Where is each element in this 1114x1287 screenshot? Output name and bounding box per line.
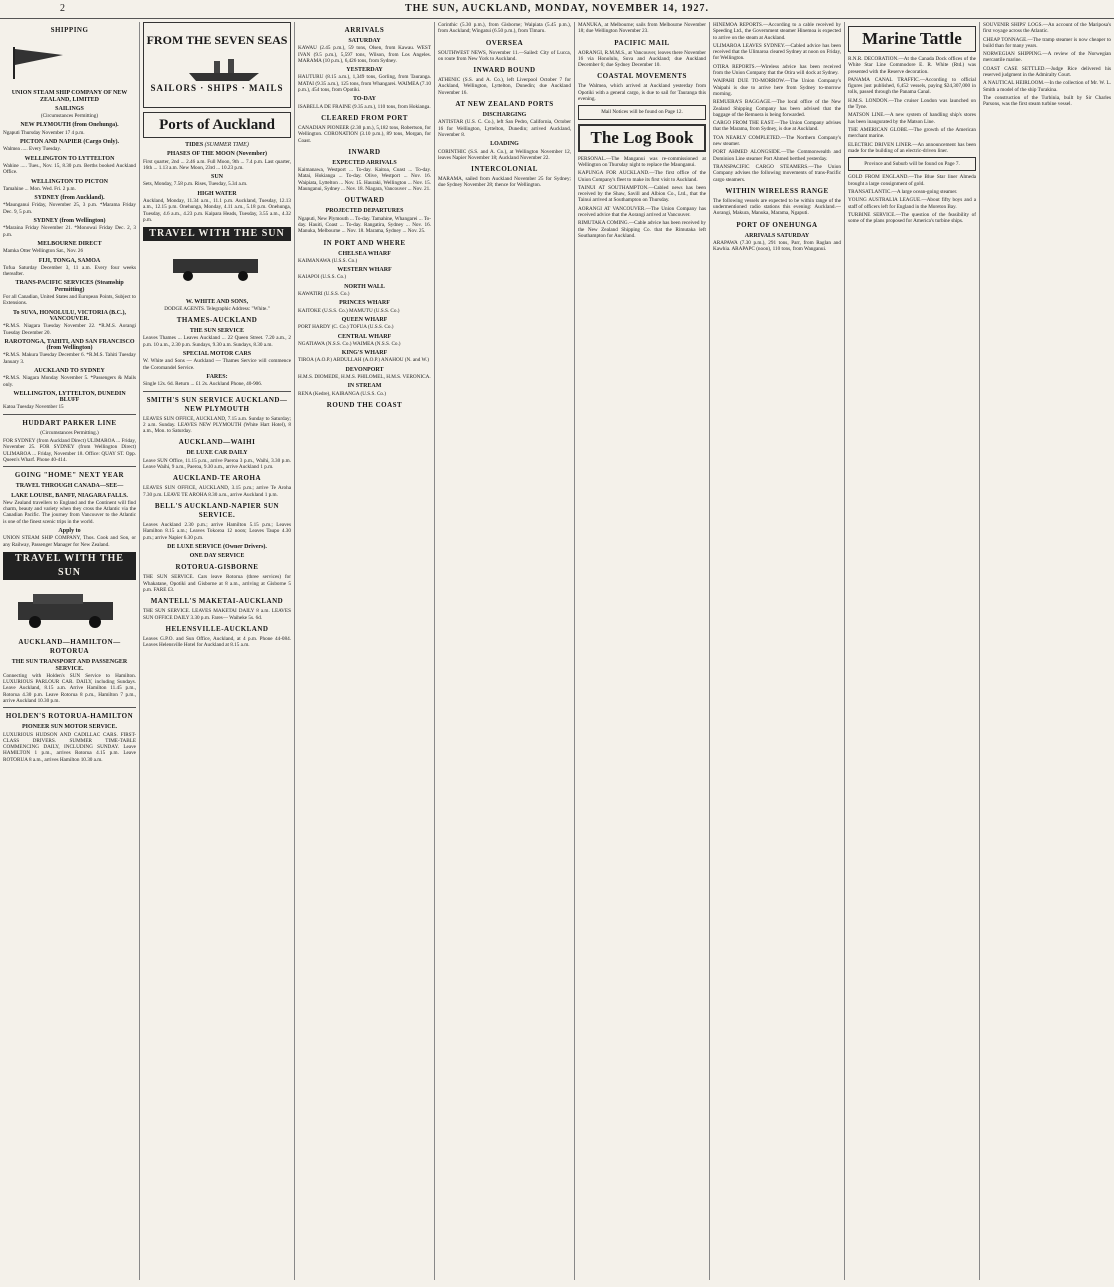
news-item: REMUERA'S BAGGAGE.—The local office of the New Zealand Shipping Company has been advised that the baggage of the Remuera is being forwarded. [713,99,841,118]
sun-text: Sets, Monday, 7.58 p.m. Rises, Tuesday, 5.34 a.m. [143,181,248,188]
note-item: The construction of the Turbinia, built by Sir Charles Parsons, was the first steam turbine vessel. [983,94,1111,108]
intro-text: Corinthic (5.30 p.m.), from Gisborne; Waipiata (5.45 p.m.), from Auckland; Wingatui (6.50 p.m.), from Timaru. [438,22,571,35]
wireless-text: The following vessels are expected to be within range of the undermentioned radio stations this evening: Auckland.—Aorangi, Makura, Manuka, Marama, Ngaputi. [713,197,841,217]
route-text: *R.M.S. Makura Tuesday December 6. *R.M.S. Tahiti Tuesday January 3. [3,352,136,365]
tattle-item: THE AMERICAN GLOBE.—The growth of the American merchant marine. [848,126,976,140]
flag-icon [3,41,133,81]
route-text: *Maunganui Friday, November 25, 3 p.m. *Marama Friday Dec. 9, 5 p.m. [3,202,136,215]
note-item: COAST CASE SETTLED.—Judge Rice delivered his reserved judgment in the Admiralty Court. [983,65,1111,79]
motor-car-icon [143,249,288,289]
white-heading: W. WHITE AND SONS, [185,298,249,305]
ship-icon [184,53,264,83]
wharf-heading: PRINCES WHARF [339,300,390,307]
tattle-item: ELECTRIC DRIVEN LINER.—An announcement has been made for the building of an electric-driven liner. [848,141,976,154]
thames-heading: THAMES-AUCKLAND [176,316,258,325]
huddart-text: FOR SYDNEY (from Auckland Direct) ULIMAROA ... Friday, November 25. FOR SYDNEY (from Wellington Direct) ULIMAROA ... Friday, November 18. Office: QUAY ST. Opp. Queen's Wharf. Phone 40-414. [3,438,136,463]
oversea-heading: OVERSEA [485,38,524,47]
loading-text: CORINTHIC (S.S. and A. Co.), at Wellington November 12, leaves Napier November 18; Auckland November 22. [438,148,571,161]
moon-text: First quarter, 2nd ... 2.46 a.m. Full Moon, 9th ... 7.4 p.m. Last quarter, 16th ... 1.13 a.m. New Moon, 23rd ... 10.23 p.m. [143,158,291,171]
projected-heading: PROJECTED DEPARTURES [325,208,404,215]
province-notice: Province and Suburb will be found on Page 7. [848,157,976,171]
news-item: ULIMAROA LEAVES SYDNEY.—Cabled advice has been received that the Ulimaroa cleared Sydney at noon on Friday, for Wellington. [713,42,841,62]
cleared-heading: CLEARED FROM PORT [321,113,408,122]
column-arrivals [295,22,435,1280]
loading-heading: LOADING [490,141,519,148]
note-item: CHEAP TONNAGE.—The tramp steamer is now cheaper to build than for many years. [983,36,1111,49]
sun-heading: SUN [210,174,223,181]
log-item: TAINUI AT SOUTHAMPTON.—Cabled news has been received by the Shaw, Savill and Albion Co., Ltd., that the Tainui arrived at Southampton on Thursday. [578,184,706,204]
mantell-text: THE SUN SERVICE. LEAVES MAKETAI DAILY 8 a.m. LEAVES SUN OFFICE DAILY 3.30 p.m. Fares— Waiheke 5s. 6d. [143,608,291,621]
tattle-item: MATSON LINE.—A new system of handling ship's stores has been inaugurated by the Matson Line. [848,112,976,125]
news-item: WAIPAHI DUE TO-MORROW.—The Union Company's Waipahi is due to arrive here from Sydney to-morrow morning. [713,78,841,97]
deluxe-sub: ONE DAY SERVICE [189,553,245,560]
fares-heading: FARES: [206,373,228,380]
log-book-title: The Log Book [578,124,706,152]
seven-seas-header [143,22,291,108]
holden-heading: HOLDEN'S ROTORUA-HAMILTON [5,712,134,721]
saturday-text: KAWAU (2.45 p.m.), 59 tons, Olsen, from Kawau. WEST IVAN (9.5 p.m.), 5,597 tons, Wilson, from Los Angeles. MARAMA (10 p.m.), 6,426 tons, from Sydney. [298,45,431,64]
route-heading: WELLINGTON TO LYTTELTON [24,155,115,162]
yesterday-heading: YESTERDAY [346,67,383,74]
waihi-heading: AUCKLAND—WAIHI [178,438,256,447]
wharf-text: RENA (Kedre), KAIRANGA (U.S.S. Co.) [298,390,387,397]
helensville-heading: HELENSVILLE-AUCKLAND [165,624,269,633]
news-item: TRANSPACIFIC CARGO STEAMERS.—The Union Company advises the following movements of trans-Pacific cargo steamers. [713,163,841,183]
wharf-heading: QUEEN WHARF [341,316,388,323]
smith-heading: SMITH'S SUN SERVICE AUCKLAND—NEW PLYMOUTH [146,395,288,413]
coastal-heading: COASTAL MOVEMENTS [597,72,687,81]
cars-heading: SPECIAL MOTOR CARS [182,351,252,358]
wharf-text: KAWATIRI (U.S.S. Co.) [298,291,350,298]
route-text: For all Canadian, United States and European Points, Subject to Extensions. [3,294,136,307]
column-marine-tattle [845,22,980,1280]
tattle-item: R.N.R. DECORATION.—At the Canada Dock offices of the White Star Line Commodore E. R. White (Rtd.) was presented with the Reserve decoration. [848,56,976,75]
marine-tattle-title: Marine Tattle [848,26,976,52]
column-oversea [435,22,575,1280]
wharf-text: KAIMANAWA (U.S.S. Co.) [298,257,358,264]
route-text: *R.M.S. Niagara Tuesday November 22. *R.M.S. Aorangi Tuesday December 20. [3,323,136,336]
section-heading: SHIPPING [50,26,89,34]
pacific-mail-heading: PACIFIC MAIL [614,38,670,47]
expected-text: Kaimanawa, Westport ... To-day. Kaitoa, Coast ... To-day. Matai, Hokianga ... To-day. Olive, Westport ... Nov. 16. Waipiata, Lyttelton ... Nov. 15. Hauraki, Wellington ... Nov. 15. Maunganui, Sydney ... Nov. 18. Niagara, Vancouver ... Nov. 21. [298,167,431,193]
wharf-heading: DEVONPORT [345,366,384,373]
bells-text: Leaves Auckland 2.30 p.m.; arrive Hamilton 5.15 p.m.; Leaves Hamilton 8.15 a.m.; Leaves Tokoroa 12 noon; Leaves Taupo 4.30 p.m.; arrive Napier 6.30 p.m. [143,521,291,541]
route-text: Walmea ..... Every Tuesday. [3,146,61,153]
log-item: AORANGI AT VANCOUVER.—The Union Company has received advice that the Aorangi arrived at Vancouver. [578,205,706,219]
news-item: OTIRA REPORTS.—Wireless advice has been received from the Union Company that the Otira will dock at Sydney. [713,63,841,77]
tattle-item: PANAMA CANAL TRAFFIC.—According to official figures just published, 6,452 vessels, paying $24,307,000 in tolls, passed through the Panama Canal. [848,76,976,96]
intercolonial-heading: INTERCOLONIAL [471,165,538,174]
apply-text: UNION STEAM SHIP COMPANY, Thos. Cook and Son, or any Railway, Passenger Manager for New Zealand. [3,535,136,548]
tattle-item: H.M.S. LONDON.—The cruiser London was launched on the Tyne. [848,97,976,111]
route-text: Mamka Otter Wellington Sat., Nov. 26 [3,248,84,255]
thames-text: Leaves Thames ... Leaves Auckland ... 22 Queen Street. 7.20 a.m., 2 p.m. 10 a.m., 2.30 p.m. Sundays, 9.30 a.m. Sundays, 8.30 a.m. [143,335,291,348]
mantell-heading: MANTELL'S MAKETAI-AUCKLAND [150,597,284,606]
wharf-text: KAIAPOI (U.S.S. Co.) [298,274,347,281]
gisborne-text: THE SUN SERVICE. Cars leave Rotorua (three services) for Whakatane, Opotiki and Gisborne at 8 a.m., arriving at Gisborne 5 p.m. FARE £3. [143,574,291,593]
route-body: Connecting with Holden's SUN Service to Hamilton. LUXURIOUS PARLOUR CAR. DAILY, including Sundays. Leave Auckland, 8.15 a.m. Arrive Hamilton 11.45 p.m., Rotorua 4.30 p.m. Leave Rotorua 8 p.m., Hamilton 7 p.m., arrive Auckland 10.30 p.m. [3,672,136,704]
round-coast-heading: ROUND THE COAST [326,400,403,409]
newspaper-title: THE SUN, AUCKLAND, MONDAY, NOVEMBER 14, 1927. [404,3,709,14]
route-heading: TRANS-PACIFIC SERVICES (Steamship Permitting) [15,280,124,293]
high-water-text: Auckland, Monday, 11.34 a.m., 11.1 p.m. Auckland, Tuesday, 12.13 a.m., 12.15 p.m. Onehunga, Monday, 4.11 a.m., 5.18 p.m. Onehunga, Tuesday, 4.6 a.m., 4.23 p.m. Kaipara Heads, Tuesday, 3.55 a.m., 4.32 p.m. [143,198,291,223]
sailings-sub: (Circumstances Permitting) [40,113,99,120]
route-heading: To SUVA, HONOLULU, VICTORIA (B.C.), VANCOUVER. [13,309,126,322]
note-item: A NAUTICAL HEIRLOOM.—In the collection of Mr. W. L. Smith a model of the ship Turakina. [983,80,1111,93]
news-item: TOA NEARLY COMPLETED.—The Northern Company's new steamer. [713,134,841,148]
route-text: *Maraina Friday November 21. *Monowai Friday Dec. 2, 3 p.m. [3,225,136,238]
route-text: Tofua Saturday December 3, 11 a.m. Every four weeks thereafter. [3,264,136,278]
news-item: HINEMOA REPORTS.—According to a cable received by Speeding Ltd., the Government steamer Hinemoa is expected to arrive on the steam at Auckland. [713,22,841,41]
column-notes [980,22,1114,1280]
tattle-item: TRANSATLANTIC.—A large ocean-going steamer. [848,189,958,196]
route-title: AUCKLAND—HAMILTON—ROTORUA [18,638,121,656]
header-top: FROM THE SEVEN SEAS [146,33,288,47]
tattle-item: GOLD FROM ENGLAND.—The Blue Star liner Almeda brought a large consignment of gold. [848,174,976,187]
aroha-heading: AUCKLAND-TE AROHA [172,474,262,483]
apply-heading: Apply to [58,528,81,535]
deluxe-heading: DE LUXE SERVICE (Owner Drivers). [167,543,267,550]
huddart-heading: HUDDART PARKER LINE [22,418,117,427]
wharf-text: NGATIAWA (N.S.S. Co.) WAIMEA (N.S.S. Co.) [298,340,401,347]
route-heading: SYDNEY (from Wellington) [33,218,106,225]
waihi-sub: DE LUXE CAR DAILY [186,450,248,457]
projected-text: Ngaputi, New Plymouth ... To-day. Tamahine, Whangarei ... To-day. Hauiti, Coast ... To-day. Rangatira, Sydney ... Nov. 16. Manuka, Melbourne ... Nov. 18. Marama, Sydney ... Nov. 25. [298,215,431,235]
wharf-text: H.M.S. DIOMEDE, H.M.S. PHILOMEL, H.M.S. VERONICA. [298,373,431,380]
route-heading: RAROTONGA, TAHITI, AND SAN FRANCISCO (from Wellington) [4,338,135,352]
cars-text: W. White and Sons — Auckland — Thames Service will commence the Coromandel Service. [143,358,291,371]
column-shipping [0,22,140,1280]
wharf-text: PORT HARDY (C. Co.) TOFUA (U.S.S. Co.) [298,324,394,331]
discharging-text: ANTISTAR (U.S. C. Co.), left San Pedro, California, October 16 for Wellington, Lyttelton, Dunedin; arrived Auckland, November 8. [438,119,571,138]
masthead [0,0,1114,19]
wharf-heading: WESTERN WHARF [337,267,392,274]
route-heading: MELBOURNE DIRECT [37,240,102,247]
wireless-heading: WITHIN WIRELESS RANGE [725,186,829,195]
wharf-text: KAITOKE (U.S.S. Co.) MAMUTU (U.S.S. Co.) [298,307,400,314]
travel-banner: TRAVEL WITH THE SUN [143,227,291,241]
ports-title: Ports of Auckland [143,112,291,138]
fares-text: Single 12s. 6d. Return ... £1 2s. Auckland Phone, 40-906. [143,381,263,388]
in-port-heading: IN PORT AND WHERE [323,238,406,247]
route-text: Wahine ..... Tues., Nov. 15, 8.30 p.m. Berths booked Auckland Office. [3,162,136,176]
news-item: CARGO FROM THE EAST.—The Union Company advises that the Marama, from Sydney, is due at Auckland. [713,120,841,133]
onehunga-text: ARAPAWA (7.30 p.m.), 291 tons, Parr, from Raglan and Kawhia. ARAPAPC (noon), 110 tons, from Wanganui. [713,240,841,253]
route-heading: WELLINGTON TO PICTON [31,178,108,185]
holden-sub: PIONEER SUN MOTOR SERVICE. [21,724,118,731]
route-heading: NEW PLYMOUTH (from Onehunga). [20,122,119,129]
canada-heading: TRAVEL THROUGH CANADA—SEE— [15,483,124,490]
saturday-heading: SATURDAY [348,38,381,44]
wharf-heading: CENTRAL WHARF [337,333,392,340]
note-item: SOUVENIR SHIPS' LOGS.—An account of the Mariposa's first voyage across the Atlantic. [983,22,1111,35]
sailings-heading: SAILINGS [55,105,84,112]
canada-places: LAKE LOUISE, BANFF, NIAGARA FALLS. [11,492,128,499]
route-text: Tamahine ... Mon. Wed. Fri. 2 p.m. [3,185,76,192]
onehunga-heading: PORT OF ONEHUNGA [736,220,818,229]
page-number: 2 [60,3,65,14]
intercolonial-text: MARAMA, sailed from Auckland November 25 for Sydney; due Sydney November 28; thence for Wellington. [438,176,571,189]
coastal-text: The Walmea, which arrived at Auckland yesterday from Opotiki with a general cargo, is due to sail for Tauranga this evening. [578,83,706,103]
white-sub: DODGE AGENTS. Telegraphic Address: "White." [164,305,270,312]
tattle-item: TURBINE SERVICE.—The question of the feasibility of some of the plans proposed for America's turbine ships. [848,211,976,225]
helensville-text: Leaves G.P.O. and Sun Office, Auckland, at 4 p.m. Phone 44-084. Leaves Helensville Hotel for Auckland at 8.15 a.m. [143,635,291,649]
travel-banner: TRAVEL WITH THE SUN [3,552,136,580]
inward-heading: INWARD [348,147,381,156]
expected-heading: EXPECTED ARRIVALS [332,159,397,166]
outward-heading: OUTWARD [344,196,385,205]
route-text: Ngaputi Thursday November 17 4 p.m. [3,129,85,136]
high-water-heading: HIGH WATER [197,190,237,197]
mail-notice: Mail Notices will be found on Page 12. [578,105,706,119]
inward-bound-text: ATHENIC (S.S. and A. Co.), left Liverpool October 7 for Auckland, Wellington, Lyttelton, Dunedin; due Auckland November 16. [438,77,571,96]
cleared-text: CANADIAN PIONEER (2.30 p.m.), 5,182 tons, Robertson, for Wellington. CORONATION (3.10 p.m.), 89 tons, Morgan, for Coast. [298,124,431,144]
huddart-sub: (Circumstances Permitting.) [40,429,99,436]
header-bottom: SAILORS · SHIPS · MAILS [150,83,284,93]
aroha-text: LEAVES SUN OFFICE, AUCKLAND, 3.15 p.m.; arrive Te Aroha 7.30 p.m. LEAVE TE AROHA 8.30 a.m., arrive Auckland 1 p.m. [143,485,291,498]
news-item: PORT AHMED ALONGSIDE.—The Commonwealth and Dominion Line steamer Port Ahmed berthed yesterday. [713,149,841,162]
log-item: RIMUTAKA COMING.—Cable advice has been received by the New Zealand Shipping Co. that the Rimutaka left Southampton for Auckland. [578,220,706,239]
nz-ports-heading: AT NEW ZEALAND PORTS [455,100,554,109]
route-heading: SYDNEY (from Auckland). [34,195,105,202]
note-item: NORWEGIAN SHIPPING.—A review of the Norwegian mercantile marine. [983,51,1111,64]
gisborne-heading: ROTORUA-GISBORNE [175,563,259,572]
route-text: *R.M.S. Niagara Monday November 5. *Passengers & Mails only. [3,375,136,388]
column-pacific [575,22,710,1280]
arrivals-heading: ARRIVALS [344,26,385,34]
discharging-heading: DISCHARGING [482,112,527,119]
holden-text: LUXURIOUS HUDSON AND CADILLAC CARS. FIRST-CLASS DRIVERS. SUMMER TIME-TABLE COMMENCING DAILY, INCLUDING SUNDAY. Leave HAMILTON 1 p.m., arrives Rotorua 4.15 p.m. Leave ROTORUA 8 a.m., arrives Hamilton 10.30 a.m. [3,731,136,763]
log-item: PERSONAL.—The Manganui was re-commissioned at Wellington on Thursday night to replace the Maunganui. [578,155,706,168]
inward-bound-heading: INWARD BOUND [473,66,536,75]
route-heading: WELLINGTON, LYTTELTON, DUNEDIN BLUFF [13,390,126,404]
yesterday-text: HAUTURU (8.15 a.m.), 1,349 tons, Gorling, from Tauranga. MATAI (9.35 a.m.), 125 tons, from Whangarei. WAIMEA (7.10 p.m.), 454 tons, from Opotiki. [298,74,431,94]
bells-heading: BELL'S AUCKLAND-NAPIER SUN SERVICE. [154,501,280,519]
motor-car-icon [3,588,133,628]
onehunga-sub: ARRIVALS SATURDAY [744,232,810,239]
route-subtitle: THE SUN TRANSPORT AND PASSENGER SERVICE. [11,659,128,672]
company-name: UNION STEAM SHIP COMPANY OF NEW ZEALAND, LIMITED [11,90,128,103]
tattle-item: YOUNG AUSTRALIA LEAGUE.—About fifty boys and a staff of officers left for England in the Moreton Bay. [848,197,976,210]
moon-heading: PHASES OF THE MOON (November) [167,151,267,158]
route-text: Katoa Tuesday November 15 [3,404,64,411]
waihi-text: Leave SUN Office, 11.15 p.m., arrive Paeroa 3 p.m., Waihi, 3.30 p.m. Leave Waihi, 9 a.m., Paeroa, 9.30 a.m., arrive Auckland 1 p.m. [143,457,291,471]
going-home-heading: GOING "HOME" NEXT YEAR [14,471,125,480]
wharf-heading: CHELSEA WHARF [338,250,391,257]
tides-heading: TIDES (SUMMER TIME) [185,142,249,148]
intro-text: MANUKA, at Melbourne; sails from Melbourne November 18; due Wellington November 23. [578,22,706,35]
canada-text: New Zealand travellers to England and the Continent will find charm, beauty and variety when they cross the Atlantic via the Canadian Pacific. The journey from Vancouver to the Atlantic is one of the finest scenic trips in the world. [3,499,136,525]
wharf-heading: IN STREAM [347,383,382,390]
wharf-heading: NORTH WALL [344,283,385,290]
column-reports [710,22,845,1280]
column-ports [140,22,295,1280]
route-heading: FIJI, TONGA, SAMOA [38,257,101,264]
today-heading: TO-DAY [352,96,376,103]
log-item: KAPUNGA FOR AUCKLAND.—The first office of the Union Company's fleet to make its first visit to Auckland. [578,170,706,183]
wharf-text: TIROA (A.O.P.) ABDULLAH (A.O.P.) ANAHOU (N. and W.) [298,357,429,364]
route-heading: AUCKLAND TO SYDNEY [34,367,105,374]
today-text: ISABELLA DE FRAINE (9.35 a.m.), 110 tons, from Hokianga. [298,103,431,110]
oversea-text: SOUTHWEST NEWS, November 11.—Sailed: City of Lucca, on route from New York to Auckland. [438,49,571,62]
pacific-mail-text: AORANGI, R.M.M.S., at Vancouver, leaves there November 16 via Honolulu, Suva and Auckland; due Auckland December 6; due Sydney December 10. [578,49,706,69]
route-heading: PICTON AND NAPIER (Cargo Only). [19,139,120,146]
wharf-heading: KING'S WHARF [341,350,388,357]
thames-sub: THE SUN SERVICE [189,328,245,335]
smith-text: LEAVES SUN OFFICE, AUCKLAND, 7.15 a.m. Sunday to Saturday; 2 a.m. Sunday. LEAVES NEW PLYMOUTH (White Hart Hotel), 8 a.m., Mon. to Saturday. [143,415,291,435]
